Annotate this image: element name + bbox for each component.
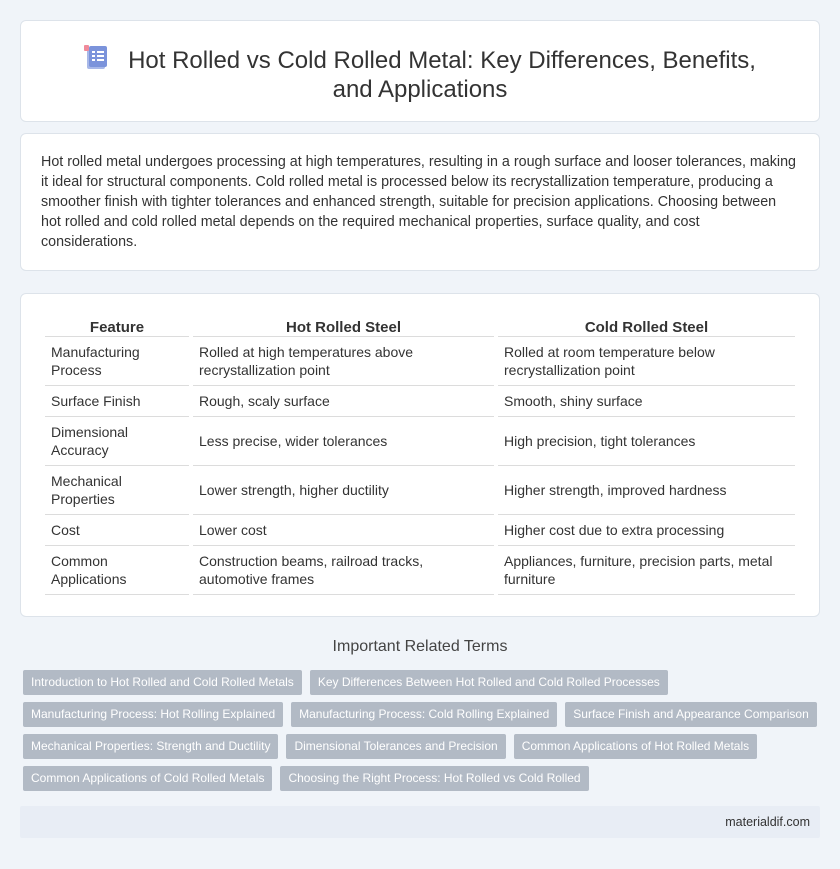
comparison-table: [41, 314, 799, 595]
intro-card: [20, 133, 820, 271]
footer-site-link[interactable]: materialdif.com: [725, 815, 810, 829]
cold-rolled-cell: High precision, tight tolerances: [498, 417, 795, 466]
intro-paragraph: Hot rolled metal undergoes processing at high temperatures, resulting in a rough surface and looser tolerances, making it ideal for structural components. Cold rolled metal is processed below its recrystallization temperature, producing a smoother finish with tighter tolerances and enhanced strength, suitable for precision applications. Choosing between hot rolled and cold rolled metal depends on the required mechanical properties, surface quality, and cost considerations.: [41, 154, 796, 250]
table-row: [45, 386, 795, 417]
cold-rolled-cell: Higher strength, improved hardness: [498, 466, 795, 515]
related-term-tag[interactable]: Dimensional Tolerances and Precision: [286, 734, 505, 759]
feature-cell: Cost: [45, 515, 189, 546]
related-term-tag[interactable]: Mechanical Properties: Strength and Ductility: [23, 734, 278, 759]
related-term-tag[interactable]: Introduction to Hot Rolled and Cold Rolled Metals: [23, 670, 302, 695]
related-term-tag[interactable]: Manufacturing Process: Cold Rolling Explained: [291, 702, 557, 727]
hot-rolled-cell: Lower cost: [193, 515, 494, 546]
related-term-tag[interactable]: Common Applications of Hot Rolled Metals: [514, 734, 757, 759]
hot-rolled-cell: Less precise, wider tolerances: [193, 417, 494, 466]
tag-row: [23, 670, 823, 695]
table-row: [45, 466, 795, 515]
cold-rolled-cell: Appliances, furniture, precision parts, metal furniture: [498, 546, 795, 595]
feature-cell: Manufacturing Process: [45, 337, 189, 386]
related-term-tag[interactable]: Key Differences Between Hot Rolled and Cold Rolled Processes: [310, 670, 668, 695]
feature-cell: Dimensional Accuracy: [45, 417, 189, 466]
cold-rolled-cell: Higher cost due to extra processing: [498, 515, 795, 546]
feature-cell: Common Applications: [45, 546, 189, 595]
table-row: [45, 515, 795, 546]
related-term-tag[interactable]: Choosing the Right Process: Hot Rolled vs Cold Rolled: [280, 766, 588, 791]
related-terms-title: Important Related Terms: [332, 638, 508, 655]
table-header-row: [45, 314, 795, 337]
header-cold-rolled: Cold Rolled Steel: [498, 314, 795, 337]
feature-cell: Mechanical Properties: [45, 466, 189, 515]
hot-rolled-cell: Lower strength, higher ductility: [193, 466, 494, 515]
tag-row: [23, 702, 823, 727]
tag-row: [23, 766, 823, 791]
related-term-tag[interactable]: Common Applications of Cold Rolled Metals: [23, 766, 272, 791]
page-title-wrap: [21, 45, 819, 104]
cold-rolled-cell: Rolled at room temperature below recrystallization point: [498, 337, 795, 386]
tag-row: [23, 734, 823, 759]
hot-rolled-cell: Construction beams, railroad tracks, automotive frames: [193, 546, 494, 595]
table-row: [45, 546, 795, 595]
cold-rolled-cell: Smooth, shiny surface: [498, 386, 795, 417]
related-term-tag[interactable]: Manufacturing Process: Hot Rolling Explained: [23, 702, 283, 727]
hot-rolled-cell: Rolled at high temperatures above recrystallization point: [193, 337, 494, 386]
related-term-tag[interactable]: Surface Finish and Appearance Comparison: [565, 702, 816, 727]
page-title: Hot Rolled vs Cold Rolled Metal: Key Differences, Benefits, and Applications: [128, 47, 756, 103]
hot-rolled-cell: Rough, scaly surface: [193, 386, 494, 417]
table-row: [45, 417, 795, 466]
comparison-table-card: [20, 293, 820, 617]
header-hot-rolled: Hot Rolled Steel: [193, 314, 494, 337]
document-icon: [84, 45, 108, 71]
related-terms-tags: [23, 670, 823, 798]
title-card: [20, 20, 820, 122]
footer: [20, 806, 820, 838]
feature-cell: Surface Finish: [45, 386, 189, 417]
table-row: [45, 337, 795, 386]
header-feature: Feature: [45, 314, 189, 337]
